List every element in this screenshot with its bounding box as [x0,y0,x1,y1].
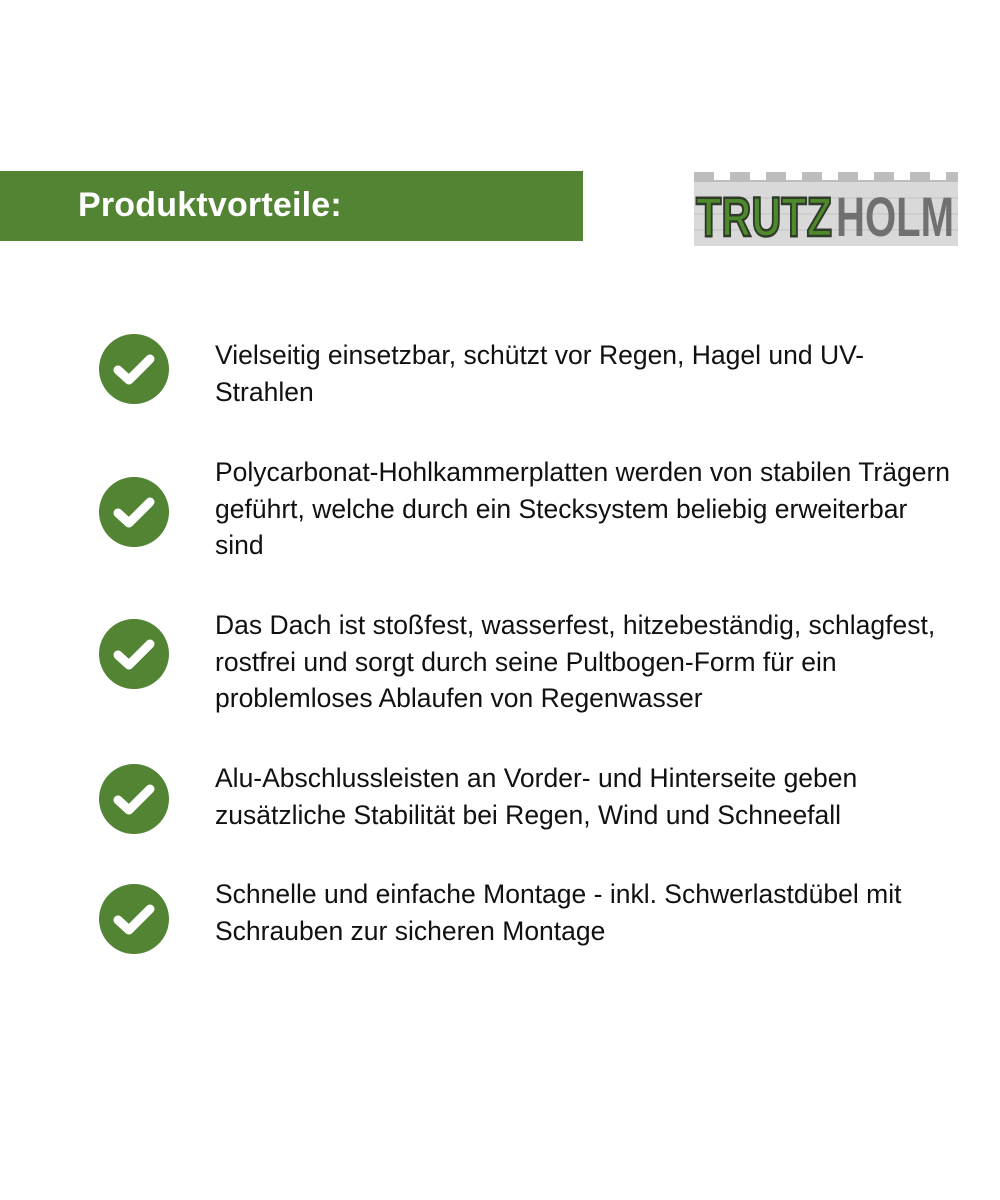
checkmark-icon [98,618,170,690]
page-title: Produktvorteile: [78,186,342,224]
benefit-text: Schnelle und einfache Montage - inkl. Schwerlastdübel mit Schrauben zur sicheren Montage [215,879,902,946]
checkmark-icon [98,763,170,835]
checkmark-icon [98,476,170,548]
logo-text-holm: HOLM [836,185,954,248]
logo-text-trutz: TRUTZ [696,185,832,248]
checkmark-icon [98,883,170,955]
benefit-text: Polycarbonat-Hohlkammerplatten werden von stabilen Trägern geführt, welche durch ein Stecksystem beliebig erweiterbar sind [215,457,951,560]
benefit-text: Das Dach ist stoßfest, wasserfest, hitzebeständig, schlagfest, rostfrei und sorgt durch seine Pultbogen-Form für ein problemloses Ablaufen von Regenwasser [215,610,936,713]
benefit-text: Vielseitig einsetzbar, schützt vor Regen, Hagel und UV-Strahlen [215,340,865,407]
checkmark-icon [98,333,170,405]
benefit-text: Alu-Abschlussleisten an Vorder- und Hinterseite geben zusätzliche Stabilität bei Regen, Wind und Schneefall [215,763,858,830]
